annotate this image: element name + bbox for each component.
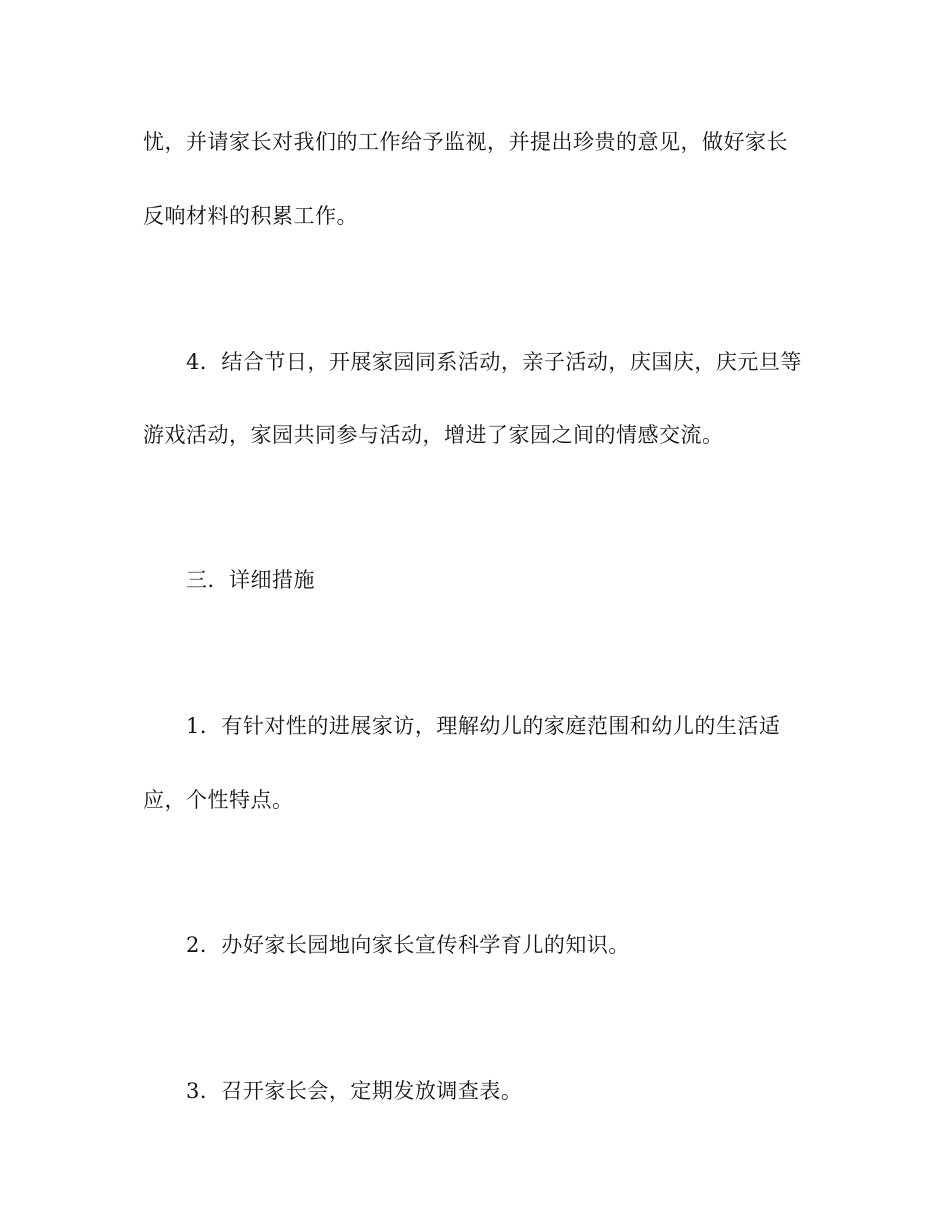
paragraph-continuation-line-1: 忧，并请家长对我们的工作给予监视，并提出珍贵的意见，做好家长	[143, 130, 788, 154]
measure-1-line-2: 应，个性特点。	[143, 788, 294, 812]
paragraph-item-4-line-2: 游戏活动，家园共同参与活动，增进了家园之间的情感交流。	[143, 423, 724, 447]
measure-3-line-1: 3．召开家长会，定期发放调查表。	[186, 1079, 523, 1103]
measure-1-line-1: 1．有针对性的进展家访，理解幼儿的家庭范围和幼儿的生活适	[186, 714, 781, 738]
paragraph-continuation-line-2: 反响材料的积累工作。	[143, 204, 358, 228]
section-heading-measures: 三．详细措施	[186, 568, 315, 592]
paragraph-item-4-line-1: 4．结合节日，开展家园同系活动，亲子活动，庆国庆，庆元旦等	[186, 350, 802, 374]
measure-2-line-1: 2．办好家长园地向家长宣传科学育儿的知识。	[186, 933, 630, 957]
